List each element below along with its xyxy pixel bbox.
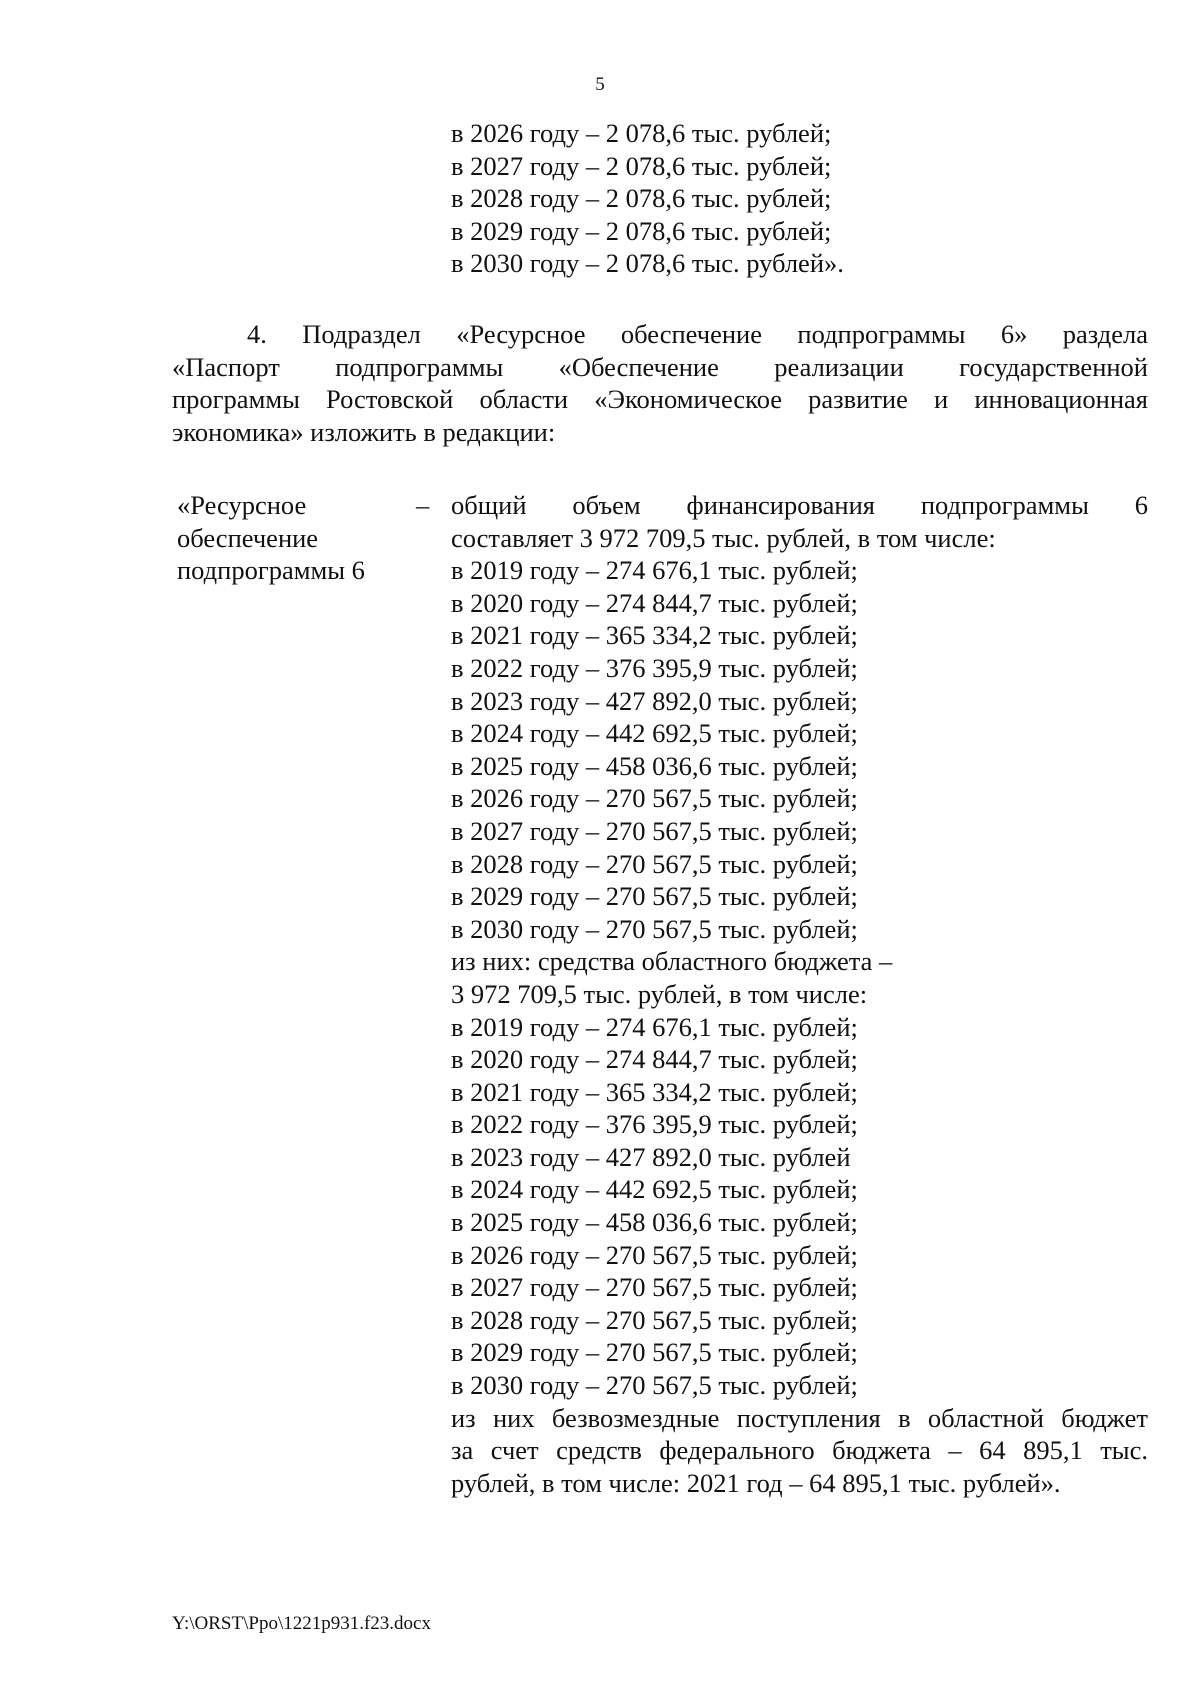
value-line: за счет средств федерального бюджета – 64 895,1 тыс. — [451, 1435, 1148, 1466]
paragraph-line: программы Ростовской области «Экономическое развитие и инновационная — [172, 384, 1148, 415]
value-line: в 2023 году – 427 892,0 тыс. рублей — [451, 1141, 851, 1172]
value-line: в 2023 году – 427 892,0 тыс. рублей; — [451, 685, 858, 716]
paragraph-line: экономика» изложить в редакции: — [172, 416, 556, 447]
funding-line: в 2029 году – 2 078,6 тыс. рублей; — [451, 215, 832, 246]
funding-line: в 2028 году – 2 078,6 тыс. рублей; — [451, 183, 832, 214]
funding-line: в 2027 году – 2 078,6 тыс. рублей; — [451, 150, 832, 181]
value-line: в 2030 году – 270 567,5 тыс. рублей; — [451, 913, 858, 944]
funding-line: в 2030 году – 2 078,6 тыс. рублей». — [451, 248, 844, 279]
value-line: в 2022 году – 376 395,9 тыс. рублей; — [451, 652, 858, 683]
label-line: подпрограммы 6 — [177, 555, 365, 586]
value-line: в 2030 году – 270 567,5 тыс. рублей; — [451, 1370, 858, 1401]
value-line: в 2020 году – 274 844,7 тыс. рублей; — [451, 1044, 858, 1075]
value-line: в 2021 году – 365 334,2 тыс. рублей; — [451, 1076, 858, 1107]
value-line: в 2021 году – 365 334,2 тыс. рублей; — [451, 620, 858, 651]
value-line: в 2024 году – 442 692,5 тыс. рублей; — [451, 718, 858, 749]
value-line: в 2027 году – 270 567,5 тыс. рублей; — [451, 1272, 858, 1303]
value-line: в 2026 году – 270 567,5 тыс. рублей; — [451, 783, 858, 814]
value-line: в 2029 году – 270 567,5 тыс. рублей; — [451, 881, 858, 912]
label-dash: – — [416, 490, 430, 520]
paragraph-line: 4. Подраздел «Ресурсное обеспечение подпрограммы 6» раздела — [247, 319, 1148, 349]
value-line: из них безвозмездные поступления в областной бюджет — [451, 1402, 1148, 1433]
value-line: в 2028 году – 270 567,5 тыс. рублей; — [451, 1304, 858, 1335]
label-line: обеспечение — [177, 522, 319, 553]
value-line: в 2028 году – 270 567,5 тыс. рублей; — [451, 848, 858, 879]
label-line: «Ресурсное — [177, 490, 307, 520]
value-line: в 2025 году – 458 036,6 тыс. рублей; — [451, 1207, 858, 1238]
value-line: в 2019 году – 274 676,1 тыс. рублей; — [451, 555, 858, 586]
value-line: в 2019 году – 274 676,1 тыс. рублей; — [451, 1011, 858, 1042]
paragraph-line: «Паспорт подпрограммы «Обеспечение реализации государственной — [172, 351, 1148, 382]
resource-label — [177, 489, 407, 587]
page-number: 5 — [595, 74, 605, 95]
value-line: составляет 3 972 709,5 тыс. рублей, в том числе: — [451, 522, 996, 553]
amendment-paragraph — [172, 318, 1148, 448]
value-line: в 2027 году – 270 567,5 тыс. рублей; — [451, 815, 858, 846]
top-funding-list — [451, 117, 971, 280]
value-line: рублей, в том числе: 2021 год – 64 895,1 тыс. рублей». — [451, 1467, 1061, 1498]
value-line: в 2025 году – 458 036,6 тыс. рублей; — [451, 750, 858, 781]
value-line: 3 972 709,5 тыс. рублей, в том числе: — [451, 978, 868, 1009]
file-path-footer: Y:\ORST\Ppo\1221p931.f23.docx — [172, 1613, 431, 1634]
resource-values — [451, 489, 1148, 1499]
value-line: в 2029 году – 270 567,5 тыс. рублей; — [451, 1337, 858, 1368]
funding-line: в 2026 году – 2 078,6 тыс. рублей; — [451, 118, 832, 148]
value-line: в 2020 году – 274 844,7 тыс. рублей; — [451, 587, 858, 618]
value-line: в 2022 году – 376 395,9 тыс. рублей; — [451, 1109, 858, 1140]
value-line: из них: средства областного бюджета – — [451, 946, 893, 977]
value-line: в 2024 году – 442 692,5 тыс. рублей; — [451, 1174, 858, 1205]
value-line: общий объем финансирования подпрограммы 6 — [451, 490, 1148, 520]
value-line: в 2026 году – 270 567,5 тыс. рублей; — [451, 1239, 858, 1270]
